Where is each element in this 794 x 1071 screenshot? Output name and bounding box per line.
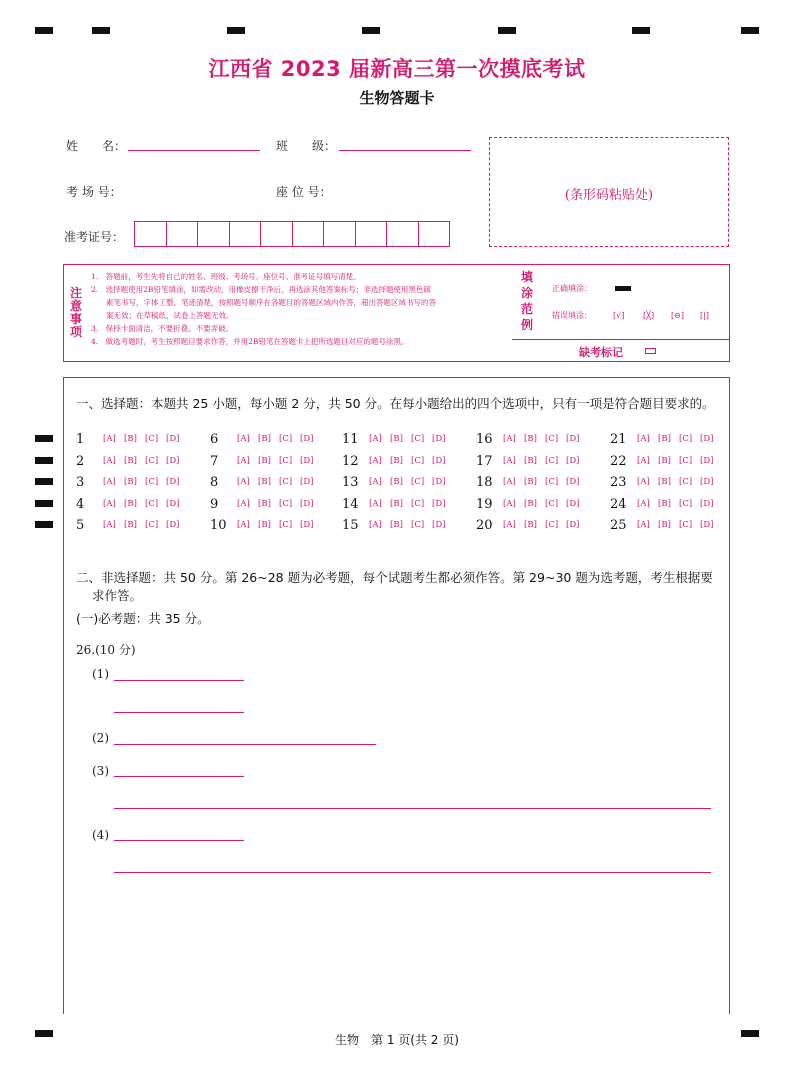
- answer-bubble[interactable]: [A]: [637, 434, 650, 444]
- mc-question: [76, 475, 196, 491]
- answer-bubble[interactable]: [D]: [432, 456, 446, 466]
- answer-bubble[interactable]: [D]: [432, 434, 446, 444]
- ticket-digit-box[interactable]: [135, 222, 167, 246]
- answer-bubble[interactable]: [D]: [700, 499, 714, 509]
- correct-fill-label: 正确填涂：: [552, 284, 592, 293]
- answer-bubble[interactable]: [A]: [237, 520, 250, 530]
- part-2-label: (2): [92, 731, 109, 745]
- notice-item: 案无效；在草稿纸、试卷上答题无效。: [91, 311, 234, 320]
- answer-area: [63, 377, 730, 1014]
- answer-bubble[interactable]: [D]: [432, 477, 446, 487]
- question-number: 22: [610, 454, 627, 469]
- answer-bubble[interactable]: [D]: [566, 456, 580, 466]
- question-number: 3: [76, 475, 85, 490]
- answer-bubble[interactable]: [B]: [258, 499, 271, 509]
- question-number: 9: [210, 497, 219, 512]
- mc-question: [210, 475, 330, 491]
- question-number: 23: [610, 475, 627, 490]
- answer-bubble[interactable]: [B]: [524, 520, 537, 530]
- answer-line[interactable]: [114, 808, 711, 809]
- ticket-digit-box[interactable]: [167, 222, 199, 246]
- answer-bubble[interactable]: [C]: [279, 499, 293, 509]
- exam-room-label: 考 场 号：: [66, 185, 122, 199]
- answer-bubble[interactable]: [C]: [279, 456, 293, 466]
- answer-bubble[interactable]: [D]: [300, 477, 314, 487]
- answer-bubble[interactable]: [B]: [658, 456, 671, 466]
- answer-bubble[interactable]: [B]: [124, 456, 137, 466]
- answer-bubble[interactable]: [D]: [700, 520, 714, 530]
- answer-bubble[interactable]: [B]: [524, 434, 537, 444]
- mc-question: [76, 518, 196, 534]
- mc-question: [476, 432, 596, 448]
- answer-bubble[interactable]: [D]: [166, 434, 180, 444]
- mc-question: [610, 432, 730, 448]
- part-4-label: (4): [92, 828, 109, 842]
- notice-item: 素笔书写，字体工整、笔迹清楚，按照题号顺序在各题目的答题区域内作答，超出答题区域书写的答: [91, 298, 436, 307]
- answer-bubble[interactable]: [B]: [390, 499, 403, 509]
- required-section-heading: (一)必考题：共 35 分。: [76, 611, 210, 626]
- question-number: 11: [342, 432, 359, 447]
- answer-bubble[interactable]: [A]: [637, 477, 650, 487]
- section2-heading: 二、非选择题：共 50 分。第 26~28 题为必考题，每个试题考生都必须作答。第 29~30 题为选考题，考生根据要: [76, 570, 713, 585]
- answer-bubble[interactable]: [B]: [524, 456, 537, 466]
- answer-bubble[interactable]: [A]: [637, 499, 650, 509]
- ticket-number-label: 准考证号：: [64, 230, 125, 244]
- question-number: 15: [342, 518, 359, 533]
- ticket-digit-box[interactable]: [387, 222, 419, 246]
- mc-question: [342, 454, 462, 470]
- answer-bubble[interactable]: [B]: [258, 477, 271, 487]
- question-number: 24: [610, 497, 627, 512]
- answer-bubble[interactable]: [D]: [300, 434, 314, 444]
- name-label: 姓 名：: [66, 139, 127, 153]
- mc-question: [210, 454, 330, 470]
- answer-bubble[interactable]: [B]: [658, 520, 671, 530]
- answer-bubble[interactable]: [C]: [145, 434, 159, 444]
- answer-line[interactable]: [114, 776, 244, 777]
- question-26-label: 26.(10 分): [76, 643, 136, 657]
- question-number: 10: [210, 518, 227, 533]
- answer-bubble[interactable]: [B]: [524, 477, 537, 487]
- answer-line[interactable]: [114, 840, 244, 841]
- question-number: 18: [476, 475, 493, 490]
- mc-question: [76, 454, 196, 470]
- ticket-digit-box[interactable]: [261, 222, 293, 246]
- answer-bubble[interactable]: [A]: [503, 477, 516, 487]
- timing-mark: [227, 27, 245, 34]
- mc-question: [210, 497, 330, 513]
- answer-bubble[interactable]: [C]: [411, 499, 425, 509]
- ticket-digit-box[interactable]: [198, 222, 230, 246]
- question-number: 14: [342, 497, 359, 512]
- mc-question: [76, 432, 196, 448]
- question-number: 20: [476, 518, 493, 533]
- answer-line[interactable]: [114, 712, 244, 713]
- timing-mark: [35, 457, 53, 464]
- part-1-label: (1): [92, 667, 109, 681]
- answer-bubble[interactable]: [C]: [545, 520, 559, 530]
- answer-bubble[interactable]: [A]: [103, 520, 116, 530]
- mc-question: [476, 518, 596, 534]
- question-number: 19: [476, 497, 493, 512]
- answer-bubble[interactable]: [C]: [411, 456, 425, 466]
- notice-box: [63, 264, 730, 362]
- question-number: 7: [210, 454, 219, 469]
- notice-heading: 注意事项: [70, 286, 83, 339]
- answer-bubble[interactable]: [C]: [145, 456, 159, 466]
- section1-heading: 一、选择题：本题共 25 小题，每小题 2 分，共 50 分。在每小题给出的四个选项中，只有一项是符合题目要求的。: [76, 396, 715, 411]
- timing-mark: [35, 27, 53, 34]
- exam-title: 江西省 2023 届新高三第一次摸底考试: [208, 57, 586, 81]
- answer-bubble[interactable]: [D]: [300, 499, 314, 509]
- answer-bubble[interactable]: [A]: [103, 499, 116, 509]
- question-number: 2: [76, 454, 85, 469]
- notice-divider: [512, 339, 730, 340]
- answer-bubble[interactable]: [C]: [545, 477, 559, 487]
- answer-bubble[interactable]: [B]: [390, 434, 403, 444]
- notice-item: 3. 保持卡面清洁，不要折叠、不要弄破。: [91, 324, 234, 333]
- wrong-fill-example: [╳]: [643, 311, 655, 320]
- page-footer: 生物 第 1 页(共 2 页): [335, 1033, 459, 1047]
- answer-bubble[interactable]: [A]: [637, 520, 650, 530]
- answer-bubble[interactable]: [C]: [545, 434, 559, 444]
- answer-sheet-subtitle: 生物答题卡: [359, 89, 435, 107]
- answer-bubble[interactable]: [B]: [658, 434, 671, 444]
- answer-bubble[interactable]: [D]: [566, 434, 580, 444]
- timing-mark: [632, 27, 650, 34]
- answer-bubble[interactable]: [C]: [279, 434, 293, 444]
- question-number: 5: [76, 518, 85, 533]
- timing-mark: [92, 27, 110, 34]
- answer-bubble[interactable]: [B]: [258, 434, 271, 444]
- answer-bubble[interactable]: [A]: [103, 434, 116, 444]
- answer-bubble[interactable]: [D]: [166, 456, 180, 466]
- answer-bubble[interactable]: [A]: [369, 434, 382, 444]
- class-field[interactable]: [339, 150, 471, 151]
- answer-bubble[interactable]: [A]: [369, 456, 382, 466]
- answer-line[interactable]: [114, 680, 244, 681]
- answer-bubble[interactable]: [D]: [700, 477, 714, 487]
- timing-mark: [35, 500, 53, 507]
- answer-bubble[interactable]: [D]: [300, 456, 314, 466]
- answer-bubble[interactable]: [D]: [300, 520, 314, 530]
- ticket-digit-box[interactable]: [293, 222, 325, 246]
- question-number: 16: [476, 432, 493, 447]
- notice-item: 1. 答题前，考生先将自己的姓名、班级、考场号、座位号、准考证号填写清楚。: [91, 272, 361, 281]
- mc-question: [610, 454, 730, 470]
- ticket-number-boxes[interactable]: [134, 221, 450, 247]
- answer-bubble[interactable]: [C]: [145, 499, 159, 509]
- answer-bubble[interactable]: [C]: [279, 477, 293, 487]
- answer-bubble[interactable]: [D]: [432, 520, 446, 530]
- answer-bubble[interactable]: [B]: [658, 477, 671, 487]
- answer-line[interactable]: [114, 744, 376, 745]
- answer-bubble[interactable]: [D]: [566, 520, 580, 530]
- part-3-label: (3): [92, 764, 109, 778]
- notice-item: 4. 做选考题时，考生按照题目要求作答，并用2B铅笔在答题卡上把所选题目对应的题号涂黑。: [91, 337, 409, 346]
- question-number: 8: [210, 475, 219, 490]
- mc-question: [476, 475, 596, 491]
- answer-bubble[interactable]: [C]: [679, 499, 693, 509]
- absent-mark-box[interactable]: [645, 348, 656, 354]
- answer-bubble[interactable]: [D]: [166, 499, 180, 509]
- answer-bubble[interactable]: [C]: [145, 477, 159, 487]
- answer-bubble[interactable]: [B]: [390, 456, 403, 466]
- answer-bubble[interactable]: [D]: [566, 499, 580, 509]
- mc-question: [342, 432, 462, 448]
- notice-item: 2. 选择题使用2B铅笔填涂，如需改动，用橡皮擦干净后，再选涂其他答案标号；非选择题使用黑色碳: [91, 285, 431, 294]
- answer-bubble[interactable]: [A]: [237, 456, 250, 466]
- ticket-digit-box[interactable]: [230, 222, 262, 246]
- answer-bubble[interactable]: [C]: [411, 520, 425, 530]
- answer-bubble[interactable]: [B]: [658, 499, 671, 509]
- answer-bubble[interactable]: [A]: [369, 477, 382, 487]
- question-number: 12: [342, 454, 359, 469]
- question-number: 17: [476, 454, 493, 469]
- name-field[interactable]: [128, 150, 260, 151]
- answer-bubble[interactable]: [C]: [679, 456, 693, 466]
- answer-bubble[interactable]: [A]: [237, 477, 250, 487]
- answer-line[interactable]: [114, 872, 711, 873]
- answer-bubble[interactable]: [B]: [124, 477, 137, 487]
- question-number: 13: [342, 475, 359, 490]
- wrong-fill-example: [√]: [613, 311, 625, 320]
- correct-fill-example: [615, 286, 631, 291]
- mc-question: [476, 497, 596, 513]
- answer-bubble[interactable]: [A]: [103, 456, 116, 466]
- question-number: 1: [76, 432, 85, 447]
- ticket-digit-box[interactable]: [356, 222, 388, 246]
- answer-bubble[interactable]: [A]: [637, 456, 650, 466]
- answer-bubble[interactable]: [B]: [524, 499, 537, 509]
- question-number: 21: [610, 432, 627, 447]
- answer-bubble[interactable]: [A]: [503, 520, 516, 530]
- answer-bubble[interactable]: [B]: [124, 499, 137, 509]
- mc-question: [210, 518, 330, 534]
- absent-mark-label: 缺考标记: [579, 346, 623, 359]
- answer-bubble[interactable]: [B]: [390, 477, 403, 487]
- answer-bubble[interactable]: [A]: [503, 456, 516, 466]
- fill-example-heading: 填涂范例: [521, 270, 534, 332]
- wrong-fill-label: 错误填涂：: [552, 311, 592, 320]
- timing-mark: [35, 521, 53, 528]
- answer-bubble[interactable]: [C]: [145, 520, 159, 530]
- answer-bubble[interactable]: [C]: [411, 477, 425, 487]
- section2-heading-cont: 求作答。: [92, 588, 143, 603]
- ticket-digit-box[interactable]: [324, 222, 356, 246]
- question-number: 4: [76, 497, 85, 512]
- answer-bubble[interactable]: [A]: [103, 477, 116, 487]
- answer-bubble[interactable]: [D]: [166, 477, 180, 487]
- question-number: 6: [210, 432, 219, 447]
- mc-question: [476, 454, 596, 470]
- timing-mark: [498, 27, 516, 34]
- answer-bubble[interactable]: [A]: [369, 499, 382, 509]
- answer-bubble[interactable]: [B]: [258, 520, 271, 530]
- mc-question: [342, 475, 462, 491]
- answer-bubble[interactable]: [D]: [166, 520, 180, 530]
- wrong-fill-example: [⊖]: [671, 311, 684, 320]
- ticket-digit-box[interactable]: [419, 222, 451, 246]
- timing-mark: [35, 435, 53, 442]
- answer-bubble[interactable]: [A]: [237, 434, 250, 444]
- question-number: 25: [610, 518, 627, 533]
- seat-number-label: 座 位 号：: [276, 185, 332, 199]
- timing-mark: [741, 27, 759, 34]
- mc-question: [76, 497, 196, 513]
- answer-bubble[interactable]: [A]: [503, 434, 516, 444]
- barcode-area: [489, 137, 729, 247]
- answer-bubble[interactable]: [B]: [390, 520, 403, 530]
- mc-question: [610, 475, 730, 491]
- mc-question: [210, 432, 330, 448]
- mc-question: [342, 497, 462, 513]
- answer-bubble[interactable]: [A]: [369, 520, 382, 530]
- answer-bubble[interactable]: [A]: [503, 499, 516, 509]
- barcode-placeholder: (条形码粘贴处): [564, 188, 654, 203]
- timing-mark: [362, 27, 380, 34]
- answer-bubble[interactable]: [D]: [566, 477, 580, 487]
- answer-bubble[interactable]: [C]: [545, 499, 559, 509]
- answer-bubble[interactable]: [D]: [700, 434, 714, 444]
- wrong-fill-example: [|]: [700, 311, 709, 320]
- answer-bubble[interactable]: [B]: [258, 456, 271, 466]
- mc-question: [610, 518, 730, 534]
- answer-bubble[interactable]: [D]: [700, 456, 714, 466]
- answer-bubble[interactable]: [C]: [679, 434, 693, 444]
- answer-bubble[interactable]: [B]: [124, 520, 137, 530]
- answer-bubble[interactable]: [D]: [432, 499, 446, 509]
- mc-question: [610, 497, 730, 513]
- timing-mark: [35, 478, 53, 485]
- answer-bubble[interactable]: [C]: [411, 434, 425, 444]
- answer-bubble[interactable]: [A]: [237, 499, 250, 509]
- class-label: 班 级：: [276, 139, 337, 153]
- answer-bubble[interactable]: [C]: [545, 456, 559, 466]
- mc-question: [342, 518, 462, 534]
- answer-bubble[interactable]: [C]: [679, 477, 693, 487]
- answer-bubble[interactable]: [C]: [679, 520, 693, 530]
- answer-bubble[interactable]: [C]: [279, 520, 293, 530]
- answer-bubble[interactable]: [B]: [124, 434, 137, 444]
